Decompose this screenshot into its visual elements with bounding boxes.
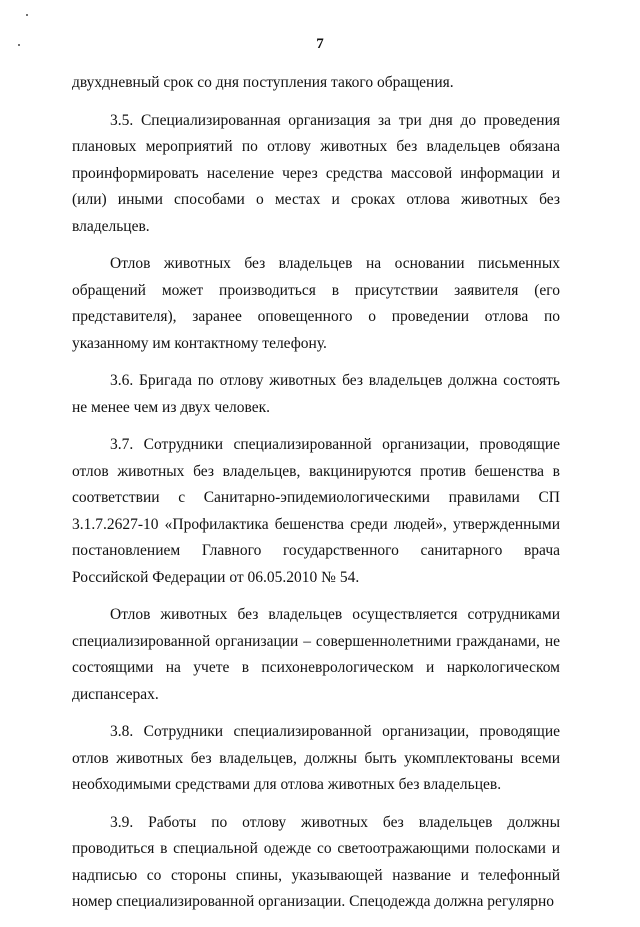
scan-speck bbox=[26, 14, 28, 16]
paragraph-3-9: 3.9. Работы по отлову животных без владельцев должны проводиться в специальной одежде со светоотражающими полосками и надписью со стороны спины, указывающей название и телефонный номер специализированной организации. Спецодежда должна регулярно bbox=[72, 813, 560, 910]
paragraph-3-8: 3.8. Сотрудники специализированной организации, проводящие отлов животных без владельцев, должны быть укомплектованы всеми необходимыми средствами для отлова животных без владельцев. bbox=[72, 723, 560, 793]
paragraph-staff-requirements: Отлов животных без владельцев осуществляется сотрудниками специализированной организации – совершеннолетними гражданами, не состоящими на учете в психоневрологическом и наркологическом диспансерах. bbox=[72, 606, 560, 703]
paragraph-3-5: 3.5. Специализированная организация за три дня до проведения плановых мероприятий по отлову животных без владельцев обязана проинформировать население через средства массовой информации и (или) иными способами о местах и сроках отлова животных без владельцев. bbox=[72, 111, 560, 235]
page-number: 7 bbox=[316, 36, 324, 52]
paragraph-capture-on-request: Отлов животных без владельцев на основании письменных обращений может производиться в присутствии заявителя (его представителя), заранее оповещенного о проведении отлова по указанному им контактному телефону. bbox=[72, 255, 560, 352]
paragraph-3-7: 3.7. Сотрудники специализированной организации, проводящие отлов животных без владельцев, вакцинируются против бешенства в соответствии с Санитарно-эпидемиологическими правилами СП 3.1.7.2627-10 «Профилактика бешенства среди людей», утвержденными постановлением Главного государственного санитарного врача Российской Федерации от 06.05.2010 № 54. bbox=[72, 436, 560, 586]
document-body bbox=[72, 70, 560, 927]
paragraph-continuation: двухдневный срок со дня поступления такого обращения. bbox=[72, 74, 454, 91]
paragraph-3-6: 3.6. Бригада по отлову животных без владельцев должна состоять не менее чем из двух человек. bbox=[72, 372, 560, 416]
